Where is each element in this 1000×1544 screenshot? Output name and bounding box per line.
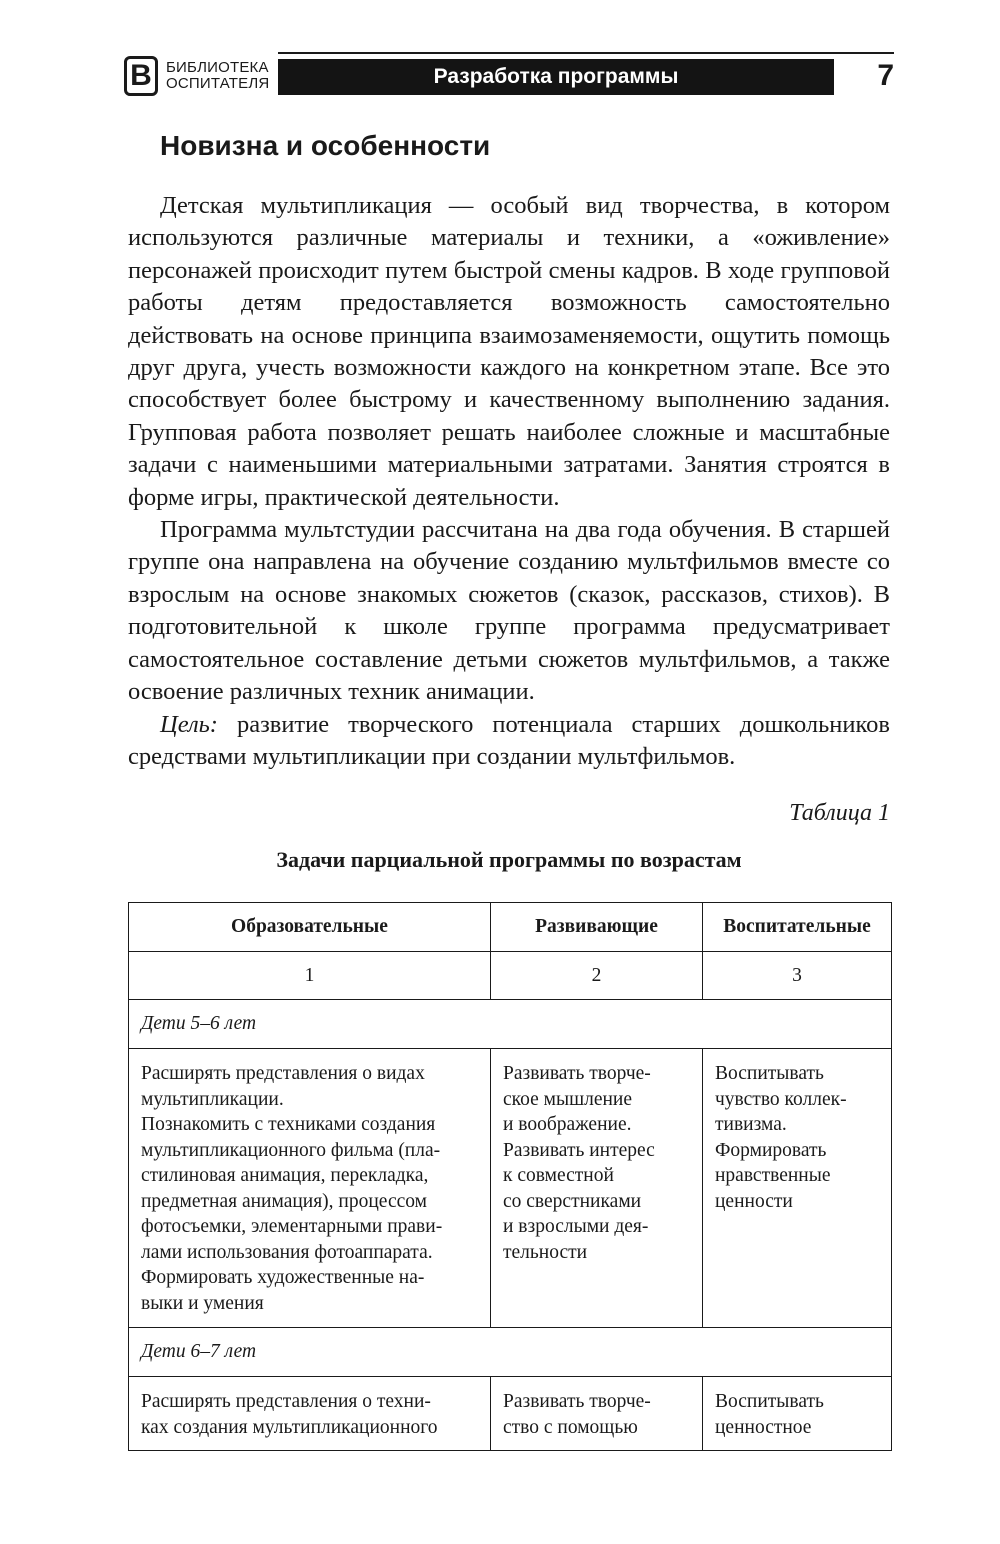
cell-line: ценностное [715, 1416, 812, 1438]
section-title: Новизна и особенности [160, 130, 491, 161]
column-header-educational: Образовательные [129, 903, 491, 952]
cell-line: и взрослыми дея- [503, 1216, 649, 1237]
cell-educational [129, 1049, 491, 1328]
cell-line: и воображение. [503, 1114, 632, 1135]
cell-line: ское мышление [503, 1088, 633, 1110]
paragraph-1: Детская мультипликация — особый вид творчества, в котором используются различные материалы и техники, а «оживление» персонажей происходит путем быстрой смены кадров. В ходе групповой работы детям предоставляется возможность самостоятельно действовать на основе принципа взаимозаменяемости, ощутить помощь друг друга, учесть возможности каждого на конкретном этапе. Все это способствует более быстрому и качественному выполнению задания. Групповая работа позволяет решать наиболее сложные и масштабные задачи с наименьшими материальными затратами. Занятия строятся в форме игры, практической деятельности. [128, 192, 890, 511]
column-number: 3 [703, 952, 892, 1000]
cell-line: Воспитывать [715, 1391, 824, 1412]
column-header-developing: Развивающие [491, 903, 703, 952]
cell-upbringing [703, 1377, 892, 1451]
logo-text [166, 60, 269, 92]
header-rule [278, 52, 894, 54]
table-row [129, 1049, 892, 1328]
logo-letter: В [124, 56, 158, 96]
paragraph-2: Программа мультстудии рассчитана на два года обучения. В старшей группе она направлена на обучение созданию мультфильмов вместе со взрослым на основе знакомых сюжетов (сказок, рассказов, стихов). В подготовительной к школе группе программа предусматривает самостоятельное составление детьми сюжетов мультфильмов, а также освоение различных техник анимации. [128, 516, 890, 706]
cell-line: тельности [503, 1241, 588, 1263]
cell-line: чувство коллек- [715, 1088, 847, 1110]
cell-line: Развивать интерес [503, 1139, 655, 1161]
column-number: 1 [129, 952, 491, 1000]
cell-line: мультипликации. [141, 1088, 284, 1110]
cell-line: мультипликационного фильма (пла- [141, 1139, 441, 1161]
group-label: Дети 6–7 лет [129, 1328, 892, 1377]
cell-line: ство с помощью [503, 1416, 638, 1438]
cell-line: Воспитывать [715, 1063, 824, 1084]
cell-line: ценности [715, 1190, 793, 1212]
cell-line: Познакомить с техниками создания [141, 1114, 436, 1135]
cell-line: Развивать творче- [503, 1391, 651, 1412]
cell-line: фотосъемки, элементарными прави- [141, 1216, 443, 1237]
group-row-5-6 [129, 1000, 892, 1049]
paragraph-goal [128, 709, 890, 774]
goal-text: развитие творческого потенциала старших дошкольников средствами мультипликации при создании мультфильмов. [128, 710, 890, 770]
cell-line: Формировать [715, 1139, 827, 1161]
running-title: Разработка программы [278, 59, 834, 95]
logo-line-1: БИБЛИОТЕКА [166, 59, 269, 76]
cell-line: со сверстниками [503, 1190, 642, 1212]
cell-line: тивизма. [715, 1114, 787, 1135]
cell-line: стилиновая анимация, перекладка, [141, 1165, 429, 1186]
column-number: 2 [491, 952, 703, 1000]
cell-line: предметная анимация), процессом [141, 1190, 427, 1212]
cell-line: Расширять представления о видах [141, 1063, 425, 1084]
cell-line: Расширять представления о техни- [141, 1391, 431, 1412]
cell-developing [491, 1377, 703, 1451]
goal-label: Цель: [160, 710, 218, 738]
page-header [124, 52, 894, 102]
column-number-row [129, 952, 892, 1000]
page-number: 7 [877, 59, 894, 92]
series-logo [124, 56, 284, 98]
cell-line: к совместной [503, 1165, 614, 1186]
table-label: Таблица 1 [789, 800, 890, 826]
cell-line: нравственные [715, 1165, 831, 1186]
cell-educational [129, 1377, 491, 1451]
table-header-row [129, 903, 892, 952]
cell-upbringing [703, 1049, 892, 1328]
cell-line: ках создания мультипликационного [141, 1416, 438, 1438]
cell-line: Развивать творче- [503, 1063, 651, 1084]
cell-developing [491, 1049, 703, 1328]
table-row [129, 1377, 892, 1451]
group-label: Дети 5–6 лет [129, 1000, 892, 1049]
tasks-table [128, 902, 892, 1451]
column-header-upbringing: Воспитательные [703, 903, 892, 952]
logo-line-2: ОСПИТАТЕЛЯ [166, 75, 270, 92]
cell-line: выки и умения [141, 1292, 264, 1314]
body-text [128, 190, 890, 773]
table-title: Задачи парциальной программы по возрастам [276, 847, 742, 872]
cell-line: лами использования фотоаппарата. [141, 1241, 433, 1263]
cell-line: Формировать художественные на- [141, 1267, 425, 1288]
group-row-6-7 [129, 1328, 892, 1377]
